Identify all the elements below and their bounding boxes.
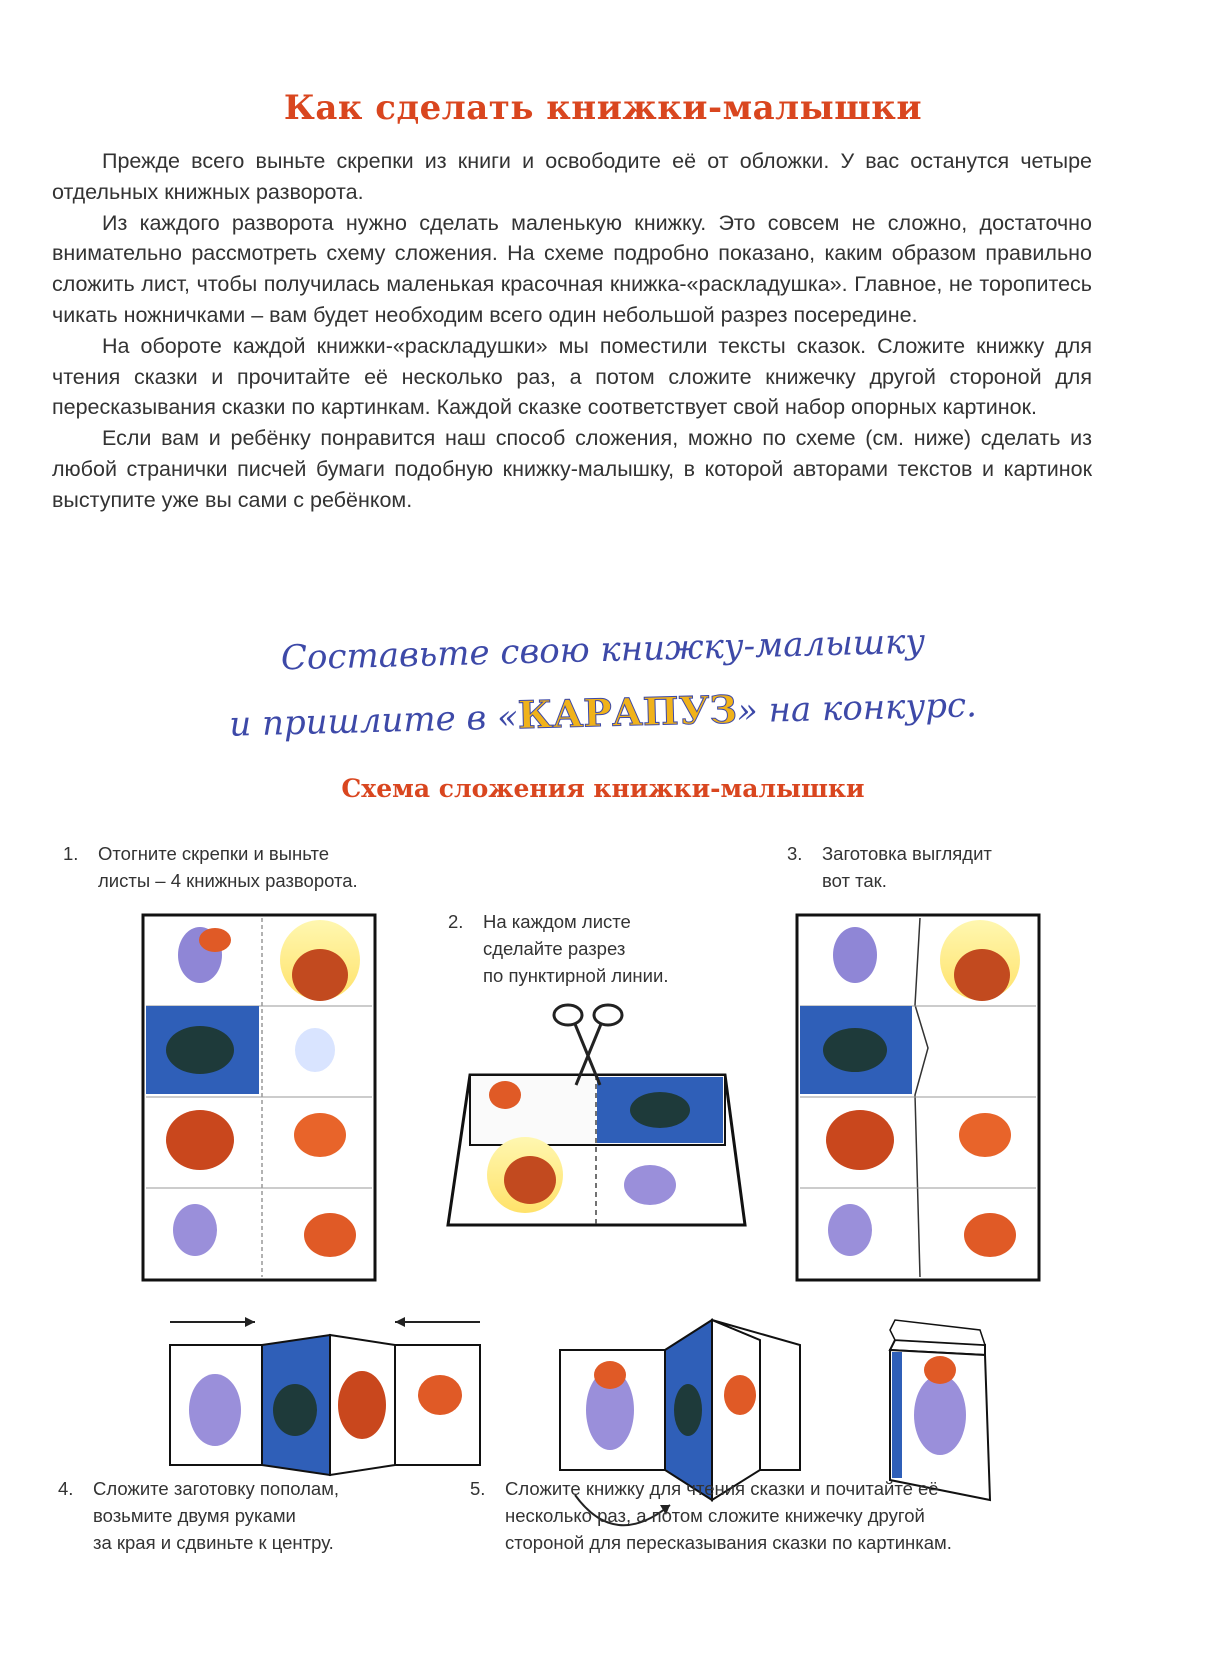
step-text: стороной для пересказывания сказки по картинкам. xyxy=(505,1532,952,1553)
scheme-title: Схема сложения книжки-малышки xyxy=(341,774,865,803)
intro-paragraph: Из каждого разворота нужно сделать маленькую книжку. Это совсем не сложно, достаточно внимательно рассмотреть схему сложения. На схеме подробно показано, каким образом правильно сложить лист, чтобы получилась маленькая красочная книжка-«раскладушка». Главное, не торопитесь чикать ножничками – вам будет необходим всего один небольшой разрез посередине. xyxy=(52,210,1092,327)
intro-paragraph: Если вам и ребёнку понравится наш способ сложения, можно по схеме (см. ниже) сделать из любой странички писчей бумаги подобную книжку-малышку, в которой авторами текстов и картинок выступите уже вы сами с ребёнком. xyxy=(52,426,1092,512)
step-text: несколько раз, а потом сложите книжечку другой xyxy=(505,1505,925,1526)
step2-cut-sheet xyxy=(448,1075,745,1225)
step-text: листы – 4 книжных разворота. xyxy=(98,870,358,891)
step1-sheet xyxy=(143,915,375,1280)
step-5 xyxy=(470,1475,952,1556)
step4-folded-strip xyxy=(170,1317,480,1475)
step-text: Сложите заготовку пополам, xyxy=(93,1478,340,1499)
step-text: вот так. xyxy=(822,870,887,891)
contest-line-1: Составьте свою книжку-малышку xyxy=(280,621,926,679)
step-text: сделайте разрез xyxy=(483,938,626,959)
contest-text: и пришлите в « xyxy=(228,697,519,745)
step-text: Отогните скрепки и выньте xyxy=(98,843,330,864)
step-3 xyxy=(787,840,992,894)
step-text: по пунктирной линии. xyxy=(483,965,669,986)
step-4 xyxy=(58,1475,340,1556)
step-2 xyxy=(448,908,669,989)
page-title: Как сделать книжки-малышки xyxy=(283,88,923,128)
scissors-icon xyxy=(554,1005,622,1085)
step-1 xyxy=(63,840,358,894)
step-text: за края и сдвиньте к центру. xyxy=(93,1532,334,1553)
step-number: 5. xyxy=(470,1478,486,1499)
step-text: Сложите книжку для чтения сказки и почитайте её xyxy=(505,1478,939,1499)
step-number: 1. xyxy=(63,843,79,864)
contest-text: » на конкурс. xyxy=(736,685,978,732)
brand-name: КАРАПУЗ xyxy=(517,686,738,738)
step-text: Заготовка выглядит xyxy=(822,843,992,864)
step3-sheet xyxy=(797,915,1039,1280)
step-text: возьмите двумя руками xyxy=(93,1505,296,1526)
step-text: На каждом листе xyxy=(483,911,631,932)
intro-paragraph: На обороте каждой книжки-«раскладушки» мы поместили тексты сказок. Сложите книжку для чтения сказки и прочитайте её несколько раз, а потом сложите книжечку другой стороной для пересказывания сказки по картинкам. Каждой сказке соответствует свой набор опорных картинок. xyxy=(52,333,1092,420)
intro-paragraph: Прежде всего выньте скрепки из книги и освободите её от обложки. У вас останутся четыре отдельных книжных разворота. xyxy=(52,149,1092,204)
step-number: 2. xyxy=(448,911,464,932)
step-number: 3. xyxy=(787,843,803,864)
finished-book xyxy=(890,1320,990,1500)
step-number: 4. xyxy=(58,1478,74,1499)
